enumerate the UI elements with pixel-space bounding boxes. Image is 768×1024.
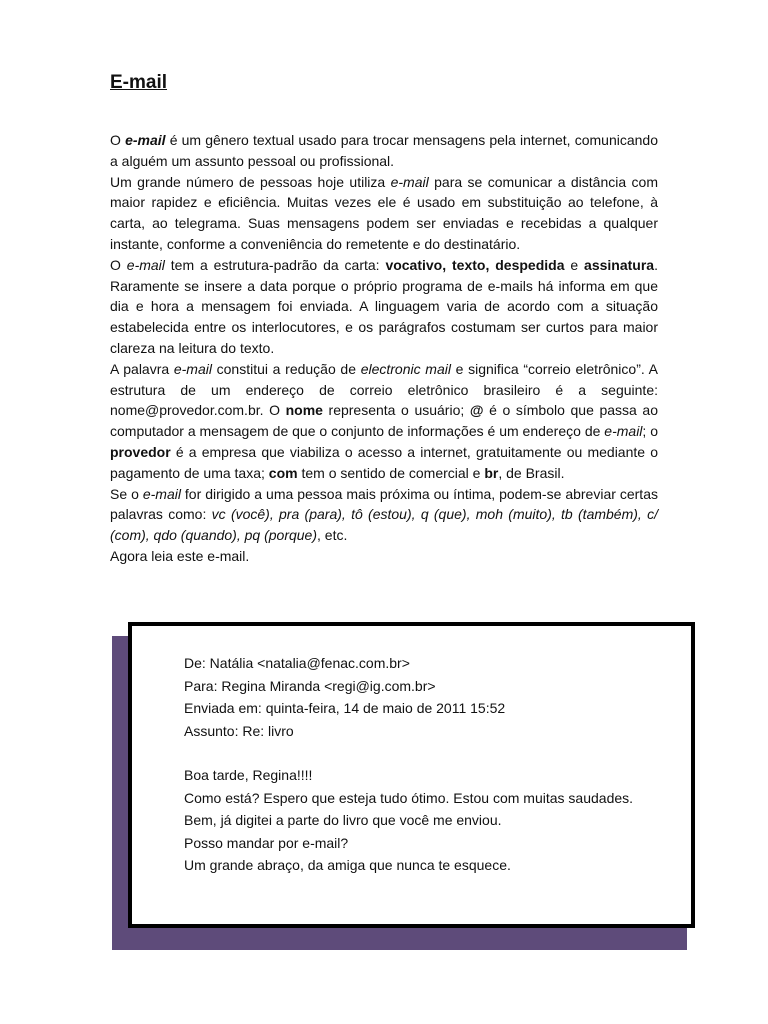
text-run: vc (você), pra (para), tô (estou), q (que), moh (muito), tb (também), c/ (com), qdo (quando), pq (porque) — [110, 506, 658, 544]
text-run: provedor — [110, 443, 171, 460]
text-run: e-mail — [125, 132, 166, 148]
text-run: Um grande número de pessoas hoje utiliza — [110, 173, 391, 190]
text-run: para se comunicar a distância com maior rapidez e eficiência. Muitas vezes ele é usado em substituição ao telefone, à carta, ao telegrama. Suas mensagens podem ser enviadas e recebidas a qualquer instante, conforme a conveniência do remetente e do destinatário. — [110, 173, 658, 252]
text-run: representa o usuário; — [322, 402, 470, 419]
text-run: e significa “correio eletrônico”. A estrutura de um endereço de correio eletrônico brasileiro é a seguinte: nome@provedor.com.br. O — [110, 360, 658, 419]
text-run: ; o — [642, 423, 658, 440]
text-run: . Raramente se insere a data porque o próprio programa de e-mails há informa em que dia e hora a mensagem foi enviada. A linguagem varia de acordo com a situação estabelecida entre os interlocutores, e os parágrafos costumam ser curtos para maior clareza na leitura do texto. — [110, 256, 658, 356]
email-spacer — [184, 742, 674, 764]
paragraph-definition — [110, 130, 658, 172]
page-title: E-mail — [110, 72, 168, 93]
text-run: e-mail — [390, 173, 429, 190]
email-from: De: Natália <natalia@fenac.com.br> — [184, 655, 410, 671]
text-run: O — [110, 132, 126, 148]
text-run: e-mail — [142, 485, 181, 502]
email-body-line: Posso mandar por e-mail? — [184, 834, 349, 851]
text-run: com — [268, 464, 298, 481]
email-greeting: Boa tarde, Regina!!!! — [184, 767, 313, 783]
text-run: tem o sentido de comercial e — [297, 464, 485, 481]
text-run: é um gênero textual usado para trocar mensagens pela internet, comunicando a alguém um assunto pessoal ou profissional. — [110, 132, 659, 169]
text-run: tem a estrutura-padrão da carta: — [164, 256, 386, 273]
paragraph-usage — [110, 172, 658, 255]
text-run: , etc. — [317, 527, 348, 544]
text-run: O — [110, 256, 127, 273]
paragraph-abbreviations — [110, 484, 658, 546]
text-run: constitui a redução de — [211, 360, 361, 377]
email-body-line: Bem, já digitei a parte do livro que você me enviou. — [184, 812, 502, 828]
paragraph-read-prompt — [110, 546, 658, 567]
text-run: vocativo, texto, despedida — [385, 256, 565, 273]
paragraph-structure — [110, 255, 658, 359]
email-content — [184, 652, 674, 877]
text-run: Agora leia este e-mail. — [110, 547, 250, 564]
text-run: , de Brasil. — [498, 464, 565, 481]
email-body-line: Como está? Espero que esteja tudo ótimo. Estou com muitas saudades. — [184, 789, 634, 806]
email-sent: Enviada em: quinta-feira, 14 de maio de 2011 15:52 — [184, 700, 506, 716]
text-run: e — [564, 256, 585, 273]
text-run: Se o — [110, 485, 143, 502]
text-run: e-mail — [604, 423, 643, 440]
text-run: br — [484, 464, 499, 481]
intro-text — [110, 130, 658, 567]
paragraph-address — [110, 359, 658, 484]
text-run: electronic mail — [360, 360, 451, 377]
text-run: e-mail — [173, 360, 212, 377]
text-run: @ — [469, 402, 484, 419]
email-box — [128, 622, 695, 928]
email-closing: Um grande abraço, da amiga que nunca te esquece. — [184, 857, 511, 873]
email-subject: Assunto: Re: livro — [184, 722, 294, 739]
email-to: Para: Regina Miranda <regi@ig.com.br> — [184, 677, 436, 694]
text-run: e-mail — [126, 256, 165, 273]
text-run: for dirigido a uma pessoa mais próxima ou íntima, podem-se abreviar certas palavras como: — [110, 485, 658, 523]
text-run: nome — [285, 402, 323, 419]
text-run: assinatura — [584, 256, 655, 273]
text-run: é a empresa que viabiliza o acesso a internet, gratuitamente ou mediante o pagamento de uma taxa; — [110, 443, 658, 481]
text-run: A palavra — [110, 360, 174, 377]
text-run: é o símbolo que passa ao computador a mensagem de que o conjunto de informações é um endereço de — [110, 402, 658, 440]
